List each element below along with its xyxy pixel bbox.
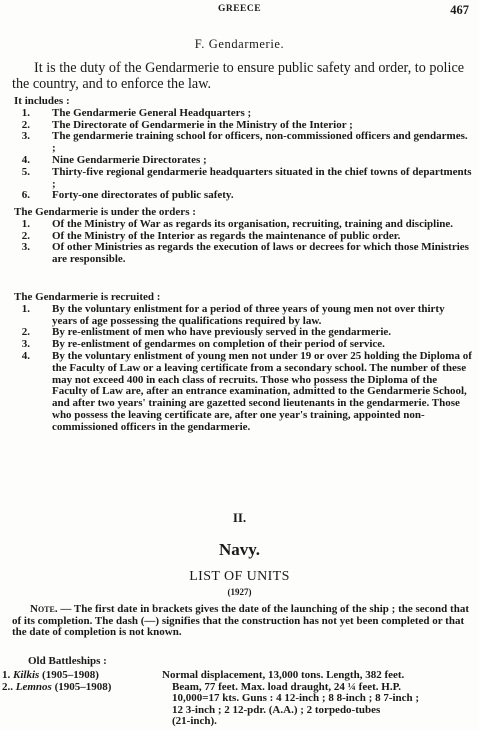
part-numeral: II. [232,510,247,525]
list-item [14,304,472,328]
page-number: 467 [450,3,469,17]
item-text: By the voluntary enlistment of young men not under 19 or over 25 holding the Diploma of the Faculty of Law or a leaving certificate from a secondary school. The number of these may not exceed 400 in each class of recruits. Those who possess the Diploma of the Faculty of Law are, after an entrance examination, admitted to the Gendarmerie School, and after two years' training are gazetted second lieutenants in the gendarmerie. Those who possess the leaving certificate are, after one year's training, appointed non-commissioned officers in the gendarmerie. [52,349,472,433]
recruited-block [14,292,472,434]
description-line: Normal displacement, 13,000 tons. Length, 382 feet. [162,669,405,681]
item-text: Of the Ministry of War as regards its organisation, recruiting, training and discipline. [52,217,454,230]
item-number: 1. [21,302,30,315]
item-text: Forty-one directorates of public safety. [52,189,234,202]
list-item [14,242,472,266]
item-number: 3. [21,338,30,351]
description-line: 12 3-inch ; 2 12-pdr. (A.A.) ; 2 torpedo-tubes [172,703,381,716]
ship-number: 1. [2,669,11,681]
item-text: The Gendarmerie General Headquarters ; [52,106,252,119]
list-item [14,351,472,434]
includes-list [14,108,472,202]
ship-category: Old Battleships : [28,655,107,667]
intro-paragraph: It is the duty of the Gendarmerie to ensure public safety and order, to police the country, and to enforce the law. [12,60,465,92]
description-line: Beam, 77 feet. Max. load draught, 24 ¼ feet. H.P. [172,680,402,693]
note-label: Note. [30,603,58,615]
note-paragraph [12,604,472,639]
item-number: 6. [21,189,30,202]
item-number: 3. [21,241,30,254]
item-number: 4. [21,153,30,166]
list-year: (1927) [227,587,252,597]
list-item [14,219,472,231]
ship-entry [2,682,162,694]
item-number: 2. [21,229,30,242]
includes-lead: It includes : [14,95,70,107]
list-of-units-title: LIST OF UNITS [189,569,290,584]
item-text: By the voluntary enlistment for a period of three years of young men not over thirty years of age possessing the qualifications required by law. [52,302,445,327]
item-text: The Directorate of Gendarmerie in the Ministry of the Interior ; [52,118,353,131]
orders-block [14,207,472,266]
ship-dates: (1905–1908) [42,669,99,681]
item-text: Of other Ministries as regards the execution of laws or decrees for which those Ministries are responsible. [52,241,469,266]
item-text: By re-enlistment of men who have previously served in the gendarmerie. [52,326,392,339]
section-heading: F. Gendarmerie. [194,37,285,51]
list-item [14,155,472,167]
list-item [14,108,472,120]
description-line: 10,000=17 kts. Guns : 4 12-inch ; 8 8-inch ; 8 7-inch ; [172,692,420,705]
orders-list [14,219,472,266]
ship-name: Kilkis [13,669,40,681]
item-text: By re-enlistment of gendarmes on completion of their period of service. [52,338,385,351]
ship-number: 2.. [2,680,13,693]
recruited-lead: The Gendarmerie is recruited : [14,291,161,303]
item-text: Nine Gendarmerie Directorates ; [52,153,207,166]
ship-list [2,670,162,693]
item-number: 2. [21,118,30,131]
list-item [14,190,472,202]
running-header [0,4,479,18]
includes-block [14,96,472,202]
item-number: 5. [21,165,30,178]
note-text: — The first date in brackets gives the date of the launching of the ship ; the second that of its completion. The dash (—) signifies that the construction has not yet been completed or that the date of completion is not known. [12,603,469,639]
ship-description [162,670,472,728]
list-item [14,167,472,191]
item-number: 1. [21,217,30,230]
description-line: (21-inch). [172,715,217,728]
recruited-list [14,304,472,434]
running-title: GREECE [217,4,262,14]
navy-heading: Navy. [218,540,261,559]
item-number: 2. [21,326,30,339]
item-number: 3. [21,130,30,143]
ship-name: Lemnos [15,680,52,693]
item-text: Of the Ministry of the Interior as regards the maintenance of public order. [52,229,401,242]
item-number: 1. [21,106,30,119]
ship-dates: (1905–1908) [54,680,112,693]
item-text: Thirty-five regional gendarmerie headquarters situated in the chief towns of departments ; [52,165,472,190]
list-item [14,131,472,155]
item-number: 4. [21,349,30,362]
item-text: The gendarmerie training school for officers, non-commissioned officers and gendarmes. ; [52,130,468,155]
orders-lead: The Gendarmerie is under the orders : [14,206,196,218]
